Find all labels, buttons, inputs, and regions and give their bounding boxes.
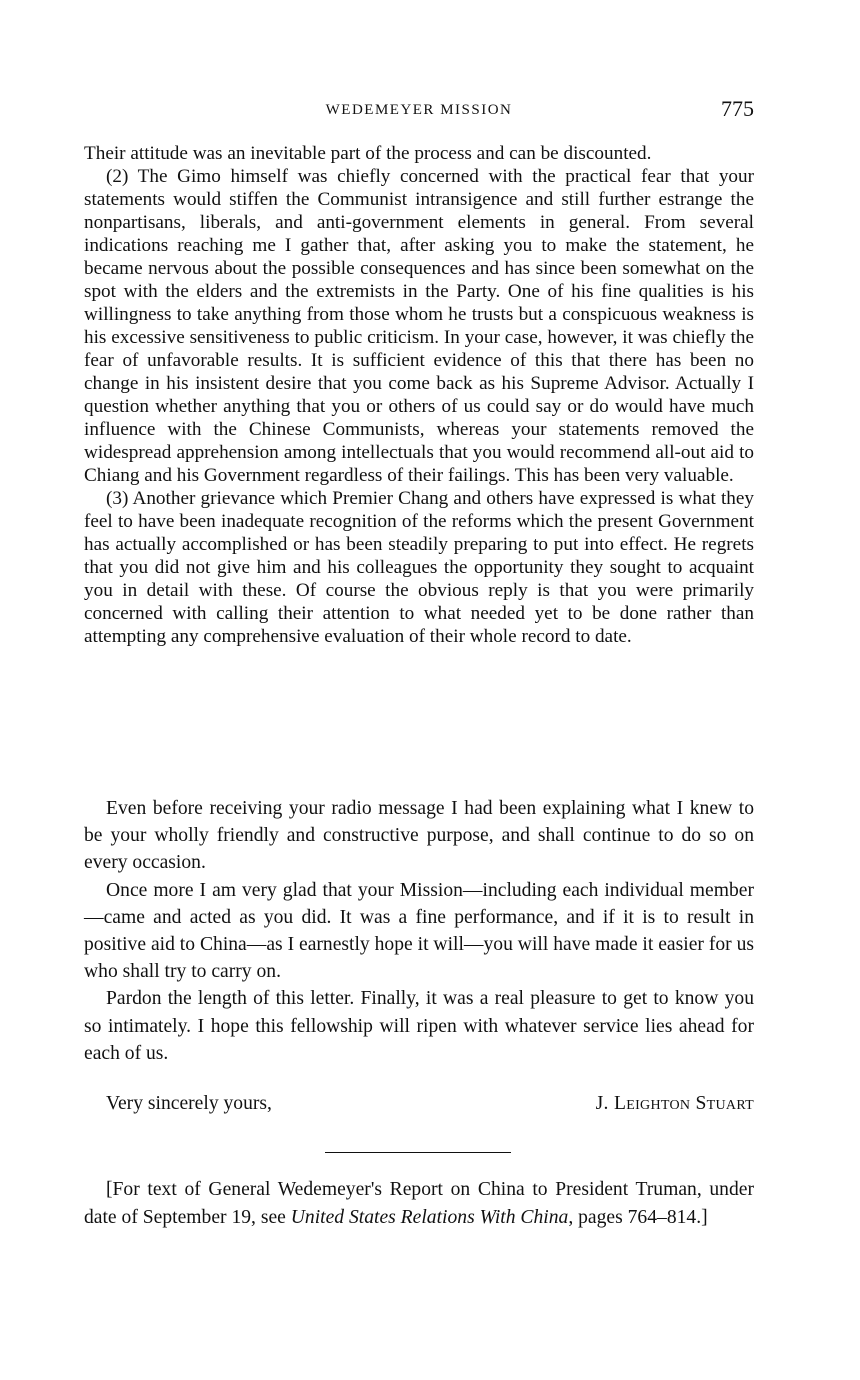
- letter-closing: [84, 1093, 754, 1123]
- letter-paragraph: Once more I am very glad that your Mission—including each individual member—came and acted as you did. It was a fine performance, and if it is to result in positive aid to China—as I earnestly hope it will—you will have made it easier for us who shall try to carry on.: [84, 879, 754, 983]
- body-text: [84, 142, 754, 648]
- page-header: [84, 96, 754, 126]
- running-head: WEDEMEYER MISSION: [325, 102, 513, 118]
- publication-title: United States Relations With China: [290, 1207, 569, 1228]
- letter-paragraph: Pardon the length of this letter. Finally, it was a real pleasure to get to know you so intimately. I hope this fellowship will ripen with whatever service lies ahead for each of us.: [84, 988, 754, 1064]
- note-suffix: , pages 764–814.]: [568, 1207, 708, 1228]
- page-number: 775: [721, 96, 754, 121]
- editorial-note: [84, 1176, 754, 1232]
- section-divider: [325, 1152, 511, 1153]
- letter-body: [84, 795, 754, 1067]
- editorial-note-text: [84, 1176, 754, 1232]
- paragraph-point-2: (2) The Gimo himself was chiefly concerned with the practical fear that your statements would stiffen the Communist intransigence and still further estrange the nonpartisans, liberals, and anti-government elements in general. From several indications reaching me I gather that, after asking you to make the statement, he became nervous about the possible consequences and has since been somewhat on the spot with the elders and the extremists in the Party. One of his fine qualities is his willingness to take anything from those whom he trusts but a conspicuous weakness is his excessive sensitiveness to public criticism. In your case, however, it was chiefly the fear of unfavorable results. It is sufficient evidence of this that there has been no change in his insistent desire that you come back as his Supreme Advisor. Actually I question whether anything that you or others of us could say or do would have much influence with the Chinese Communists, whereas your statements removed the widespread apprehension among intellectuals that you would recommend all-out aid to Chiang and his Government regardless of their failings. This has been very valuable.: [84, 166, 754, 486]
- paragraph-point-3: (3) Another grievance which Premier Chang and others have expressed is what they feel to have been inadequate recognition of the reforms which the present Government has actually accomplished or has been steadily preparing to put into effect. He regrets that you did not give him and his colleagues the opportunity they sought to acquaint you in detail with these. Of course the obvious reply is that you were primarily concerned with calling their attention to what needed yet to be done rather than attempting any comprehensive evaluation of their whole record to date.: [84, 488, 754, 647]
- complimentary-close: Very sincerely yours,: [106, 1093, 272, 1114]
- signature: J. Leighton Stuart: [595, 1093, 754, 1114]
- letter-paragraph: Even before receiving your radio message I had been explaining what I knew to be your wholly friendly and constructive purpose, and shall continue to do so on every occasion.: [84, 798, 754, 874]
- paragraph-continued: Their attitude was an inevitable part of the process and can be discounted.: [84, 143, 652, 164]
- note-prefix: [For text of General Wedemeyer's Report on China to President Truman, under date of September 19, see: [84, 1179, 754, 1228]
